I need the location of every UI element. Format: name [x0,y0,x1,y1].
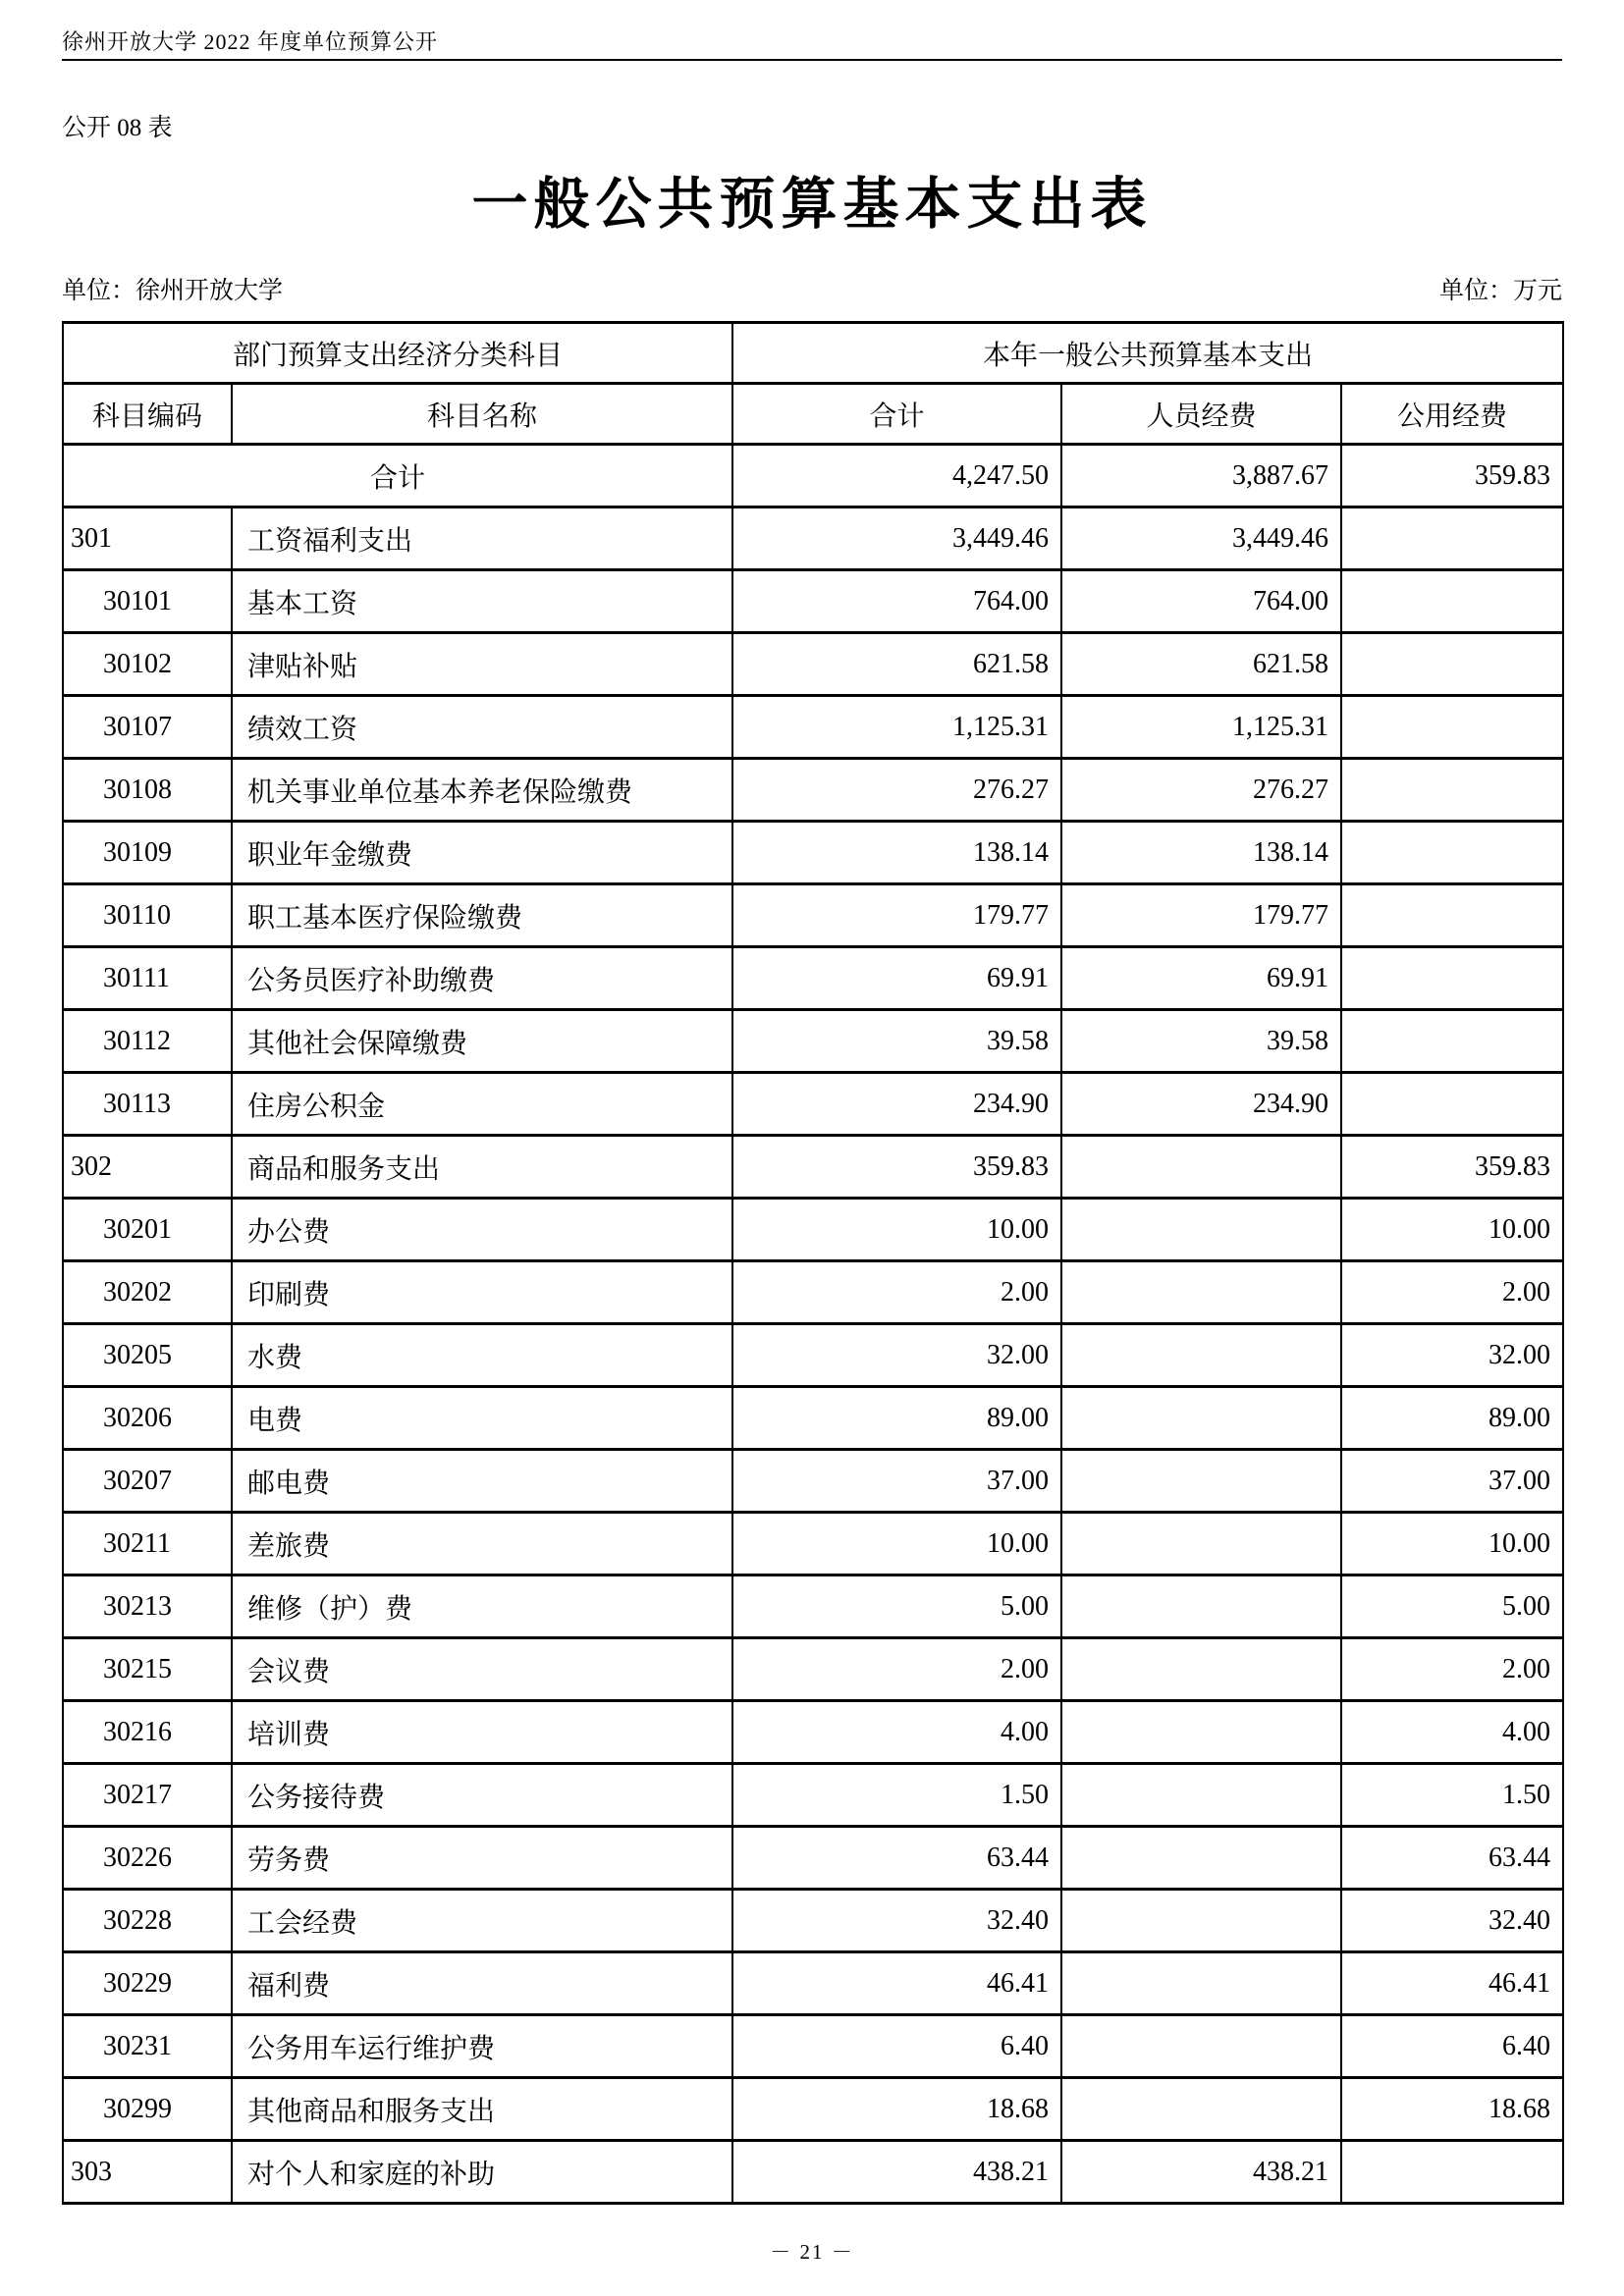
amount-public [1341,884,1563,947]
table-row [63,2015,1563,2078]
amount-personnel: 3,449.46 [1061,507,1341,570]
table-row [63,1073,1563,1136]
subject-name: 培训费 [232,1701,732,1764]
amount-total: 32.00 [732,1324,1061,1387]
amount-public: 32.40 [1341,1890,1563,1952]
subject-code: 30229 [63,1952,232,2015]
amount-public: 2.00 [1341,1638,1563,1701]
table-row [63,1638,1563,1701]
amount-total: 4.00 [732,1701,1061,1764]
amount-total: 764.00 [732,570,1061,633]
subject-code: 30201 [63,1199,232,1261]
subject-name: 公务员医疗补助缴费 [232,947,732,1010]
amount-total: 89.00 [732,1387,1061,1450]
amount-public: 359.83 [1341,1136,1563,1199]
amount-public [1341,822,1563,884]
table-row [63,633,1563,696]
table-row [63,822,1563,884]
amount-public: 5.00 [1341,1575,1563,1638]
subject-code: 303 [63,2141,232,2204]
subject-name: 住房公积金 [232,1073,732,1136]
document-header: 徐州开放大学 2022 年度单位预算公开 [62,29,439,54]
amount-public [1341,1073,1563,1136]
amount-personnel: 1,125.31 [1061,696,1341,759]
amount-total: 2.00 [732,1261,1061,1324]
amount-public [1341,696,1563,759]
amount-total: 18.68 [732,2078,1061,2141]
amount-total: 39.58 [732,1010,1061,1073]
subject-code: 30202 [63,1261,232,1324]
amount-public: 10.00 [1341,1199,1563,1261]
amount-total: 438.21 [732,2141,1061,2204]
amount-personnel [1061,1638,1341,1701]
form-number-label: 公开 08 表 [62,115,173,141]
amount-personnel [1061,1136,1341,1199]
table-row [63,2141,1563,2204]
amount-public: 63.44 [1341,1827,1563,1890]
amount-public [1341,633,1563,696]
subject-code: 30215 [63,1638,232,1701]
amount-personnel: 69.91 [1061,947,1341,1010]
subject-code: 30110 [63,884,232,947]
amount-total: 359.83 [732,1136,1061,1199]
table-row [63,696,1563,759]
table-row [63,2078,1563,2141]
amount-total: 179.77 [732,884,1061,947]
amount-personnel: 276.27 [1061,759,1341,822]
amount-personnel [1061,1450,1341,1513]
column-header-subject-code: 科目编码 [63,384,232,445]
amount-total: 46.41 [732,1952,1061,2015]
table-header [63,323,1563,445]
subject-code: 30226 [63,1827,232,1890]
subject-name: 劳务费 [232,1827,732,1890]
amount-personnel [1061,1827,1341,1890]
subject-name: 机关事业单位基本养老保险缴费 [232,759,732,822]
amount-total: 32.40 [732,1890,1061,1952]
amount-personnel: 621.58 [1061,633,1341,696]
column-header-total: 合计 [732,384,1061,445]
amount-personnel [1061,2078,1341,2141]
amount-personnel [1061,1701,1341,1764]
amount-personnel: 764.00 [1061,570,1341,633]
budget-table [62,321,1564,2205]
amount-public: 32.00 [1341,1324,1563,1387]
subject-name: 商品和服务支出 [232,1136,732,1199]
subject-code: 30113 [63,1073,232,1136]
subject-code: 30299 [63,2078,232,2141]
column-header-public: 公用经费 [1341,384,1563,445]
table-row [63,1450,1563,1513]
subject-code: 30228 [63,1890,232,1952]
subject-code: 30231 [63,2015,232,2078]
subject-name: 水费 [232,1324,732,1387]
unit-row [62,271,1562,306]
subject-name: 公务接待费 [232,1764,732,1827]
table-row [63,1890,1563,1952]
table-row [63,1952,1563,2015]
amount-personnel [1061,1952,1341,2015]
table-row [63,1199,1563,1261]
subject-name: 公务用车运行维护费 [232,2015,732,2078]
amount-public: 6.40 [1341,2015,1563,2078]
subject-code: 30216 [63,1701,232,1764]
table-row [63,1136,1563,1199]
subject-code: 301 [63,507,232,570]
amount-total: 1,125.31 [732,696,1061,759]
column-header-subject-name: 科目名称 [232,384,732,445]
amount-public: 4.00 [1341,1701,1563,1764]
table-row [63,947,1563,1010]
unit-name-label: 单位：徐州开放大学 [62,278,284,304]
amount-personnel [1061,1387,1341,1450]
header-columns-row [63,384,1563,445]
total-row-label: 合计 [63,445,732,507]
amount-total: 63.44 [732,1827,1061,1890]
amount-total: 10.00 [732,1199,1061,1261]
table-row [63,1261,1563,1324]
subject-code: 30112 [63,1010,232,1073]
amount-public [1341,1010,1563,1073]
amount-total: 621.58 [732,633,1061,696]
amount-total: 276.27 [732,759,1061,822]
subject-code: 30107 [63,696,232,759]
table-row [63,1513,1563,1575]
amount-personnel [1061,2015,1341,2078]
column-header-personnel: 人员经费 [1061,384,1341,445]
subject-code: 30109 [63,822,232,884]
subject-name: 维修（护）费 [232,1575,732,1638]
subject-name: 津贴补贴 [232,633,732,696]
table-row [63,1764,1563,1827]
amount-total: 69.91 [732,947,1061,1010]
amount-personnel: 234.90 [1061,1073,1341,1136]
amount-total: 6.40 [732,2015,1061,2078]
amount-public [1341,570,1563,633]
amount-total: 138.14 [732,822,1061,884]
total-row-amount-total: 4,247.50 [732,445,1061,507]
amount-public: 46.41 [1341,1952,1563,2015]
amount-public: 10.00 [1341,1513,1563,1575]
amount-public: 18.68 [1341,2078,1563,2141]
subject-name: 职工基本医疗保险缴费 [232,884,732,947]
table-row [63,507,1563,570]
subject-name: 福利费 [232,1952,732,2015]
subject-name: 邮电费 [232,1450,732,1513]
table-row [63,1827,1563,1890]
amount-total: 2.00 [732,1638,1061,1701]
table-row [63,884,1563,947]
table-row [63,1701,1563,1764]
amount-total: 10.00 [732,1513,1061,1575]
subject-name: 印刷费 [232,1261,732,1324]
amount-personnel [1061,1324,1341,1387]
subject-code: 30111 [63,947,232,1010]
header-group-expenditure: 本年一般公共预算基本支出 [732,323,1563,384]
amount-personnel [1061,1890,1341,1952]
subject-name: 差旅费 [232,1513,732,1575]
subject-name: 工资福利支出 [232,507,732,570]
amount-public [1341,507,1563,570]
amount-public [1341,2141,1563,2204]
amount-personnel [1061,1513,1341,1575]
subject-code: 30211 [63,1513,232,1575]
amount-personnel: 138.14 [1061,822,1341,884]
table-row [63,759,1563,822]
subject-name: 其他社会保障缴费 [232,1010,732,1073]
amount-personnel [1061,1764,1341,1827]
amount-total: 234.90 [732,1073,1061,1136]
subject-name: 基本工资 [232,570,732,633]
header-group-row [63,323,1563,384]
amount-personnel [1061,1199,1341,1261]
table-row [63,570,1563,633]
amount-total: 5.00 [732,1575,1061,1638]
amount-personnel: 438.21 [1061,2141,1341,2204]
amount-public: 1.50 [1341,1764,1563,1827]
subject-name: 职业年金缴费 [232,822,732,884]
subject-name: 办公费 [232,1199,732,1261]
subject-code: 30205 [63,1324,232,1387]
subject-name: 其他商品和服务支出 [232,2078,732,2141]
amount-personnel [1061,1575,1341,1638]
amount-public [1341,947,1563,1010]
subject-name: 会议费 [232,1638,732,1701]
amount-public [1341,759,1563,822]
amount-public: 89.00 [1341,1387,1563,1450]
amount-total: 37.00 [732,1450,1061,1513]
subject-code: 30101 [63,570,232,633]
subject-code: 302 [63,1136,232,1199]
unit-currency-label: 单位：万元 [1438,278,1562,304]
header-group-classification: 部门预算支出经济分类科目 [63,323,732,384]
table-row [63,1387,1563,1450]
subject-code: 30213 [63,1575,232,1638]
header-divider [62,59,1562,61]
total-row-amount-personnel: 3,887.67 [1061,445,1341,507]
table-row [63,1575,1563,1638]
amount-public: 37.00 [1341,1450,1563,1513]
total-row [63,445,1563,507]
subject-code: 30207 [63,1450,232,1513]
amount-total: 3,449.46 [732,507,1061,570]
amount-public: 2.00 [1341,1261,1563,1324]
subject-code: 30217 [63,1764,232,1827]
page-number: － 21 － [770,2240,854,2264]
table-row [63,1324,1563,1387]
subject-code: 30206 [63,1387,232,1450]
subject-name: 电费 [232,1387,732,1450]
subject-code: 30102 [63,633,232,696]
table-body [63,445,1563,2204]
amount-personnel: 179.77 [1061,884,1341,947]
amount-total: 1.50 [732,1764,1061,1827]
total-row-amount-public: 359.83 [1341,445,1563,507]
subject-name: 工会经费 [232,1890,732,1952]
amount-personnel: 39.58 [1061,1010,1341,1073]
subject-code: 30108 [63,759,232,822]
page-title: 一般公共预算基本支出表 [471,174,1153,236]
subject-name: 对个人和家庭的补助 [232,2141,732,2204]
subject-name: 绩效工资 [232,696,732,759]
amount-personnel [1061,1261,1341,1324]
table-row [63,1010,1563,1073]
